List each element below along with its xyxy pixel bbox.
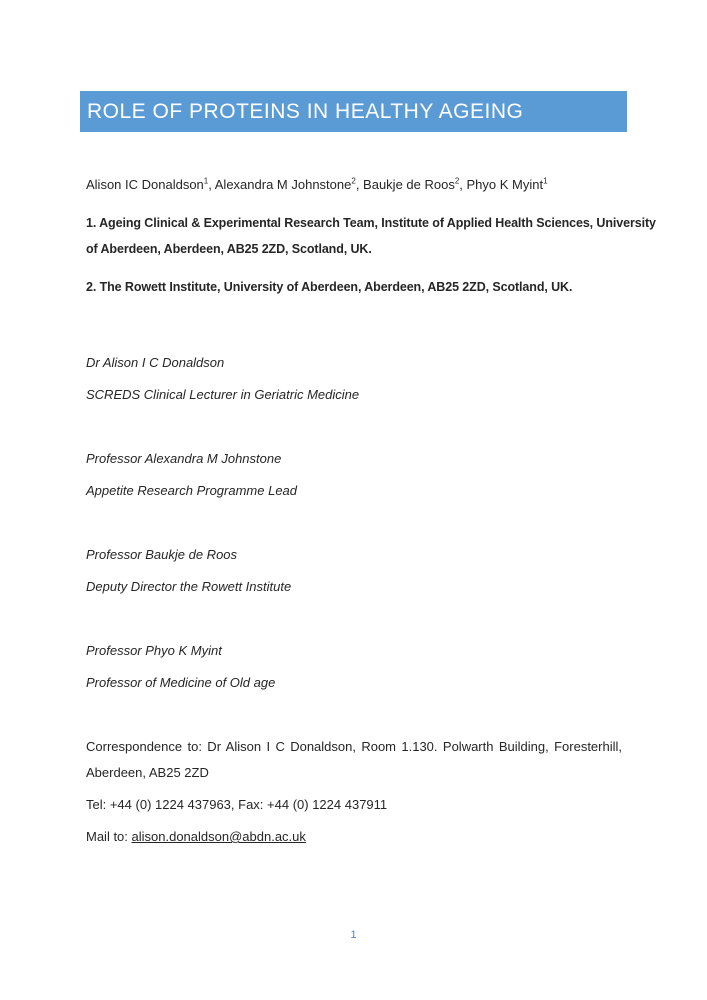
author-name: Alison IC Donaldson [86, 177, 204, 192]
author-affiliation-marker: 1 [203, 176, 209, 186]
affiliation-1-line-1: 1. Ageing Clinical & Experimental Research Team, Institute of Applied Health Sciences, University [86, 216, 656, 230]
person-name: Professor Phyo K Myint [86, 643, 222, 658]
person-role: SCREDS Clinical Lecturer in Geriatric Medicine [86, 387, 360, 402]
document-title: ROLE OF PROTEINS IN HEALTHY AGEING [87, 99, 524, 123]
page-number: 1 [350, 929, 357, 941]
author-affiliation-marker: 2 [351, 176, 356, 186]
person-role: Deputy Director the Rowett Institute [86, 579, 292, 594]
email-link[interactable]: alison.donaldson@abdn.ac.uk [131, 829, 306, 844]
person-name: Professor Baukje de Roos [86, 547, 238, 562]
affiliation-2: 2. The Rowett Institute, University of Aberdeen, Aberdeen, AB25 2ZD, Scotland, UK. [86, 280, 573, 294]
title-banner [80, 91, 627, 132]
mail-label: Mail to: [86, 829, 132, 844]
person-role: Professor of Medicine of Old age [86, 675, 276, 690]
mail-line [86, 828, 622, 846]
correspondence-line-1: Correspondence to: Dr Alison I C Donaldson, Room 1.130. Polwarth Building, Foresterhill, [86, 739, 622, 754]
tel-fax: Tel: +44 (0) 1224 437963, Fax: +44 (0) 1224 437911 [86, 797, 388, 812]
person-role: Appetite Research Programme Lead [86, 483, 298, 498]
author-name: Phyo K Myint [466, 177, 544, 192]
author-separator: , [208, 177, 215, 192]
affiliation-1-line-2: of Aberdeen, Aberdeen, AB25 2ZD, Scotland, UK. [86, 242, 372, 256]
author-name: Baukje de Roos [363, 177, 455, 192]
author-separator: , [459, 177, 467, 192]
author-separator: , [355, 177, 364, 192]
author-list [86, 176, 622, 194]
person-name: Professor Alexandra M Johnstone [86, 451, 282, 466]
author-name: Alexandra M Johnstone [214, 177, 352, 192]
author-affiliation-marker: 2 [454, 176, 460, 186]
person-name: Dr Alison I C Donaldson [86, 355, 225, 370]
author-affiliation-marker: 1 [543, 176, 548, 186]
correspondence-line-2: Aberdeen, AB25 2ZD [86, 765, 209, 780]
